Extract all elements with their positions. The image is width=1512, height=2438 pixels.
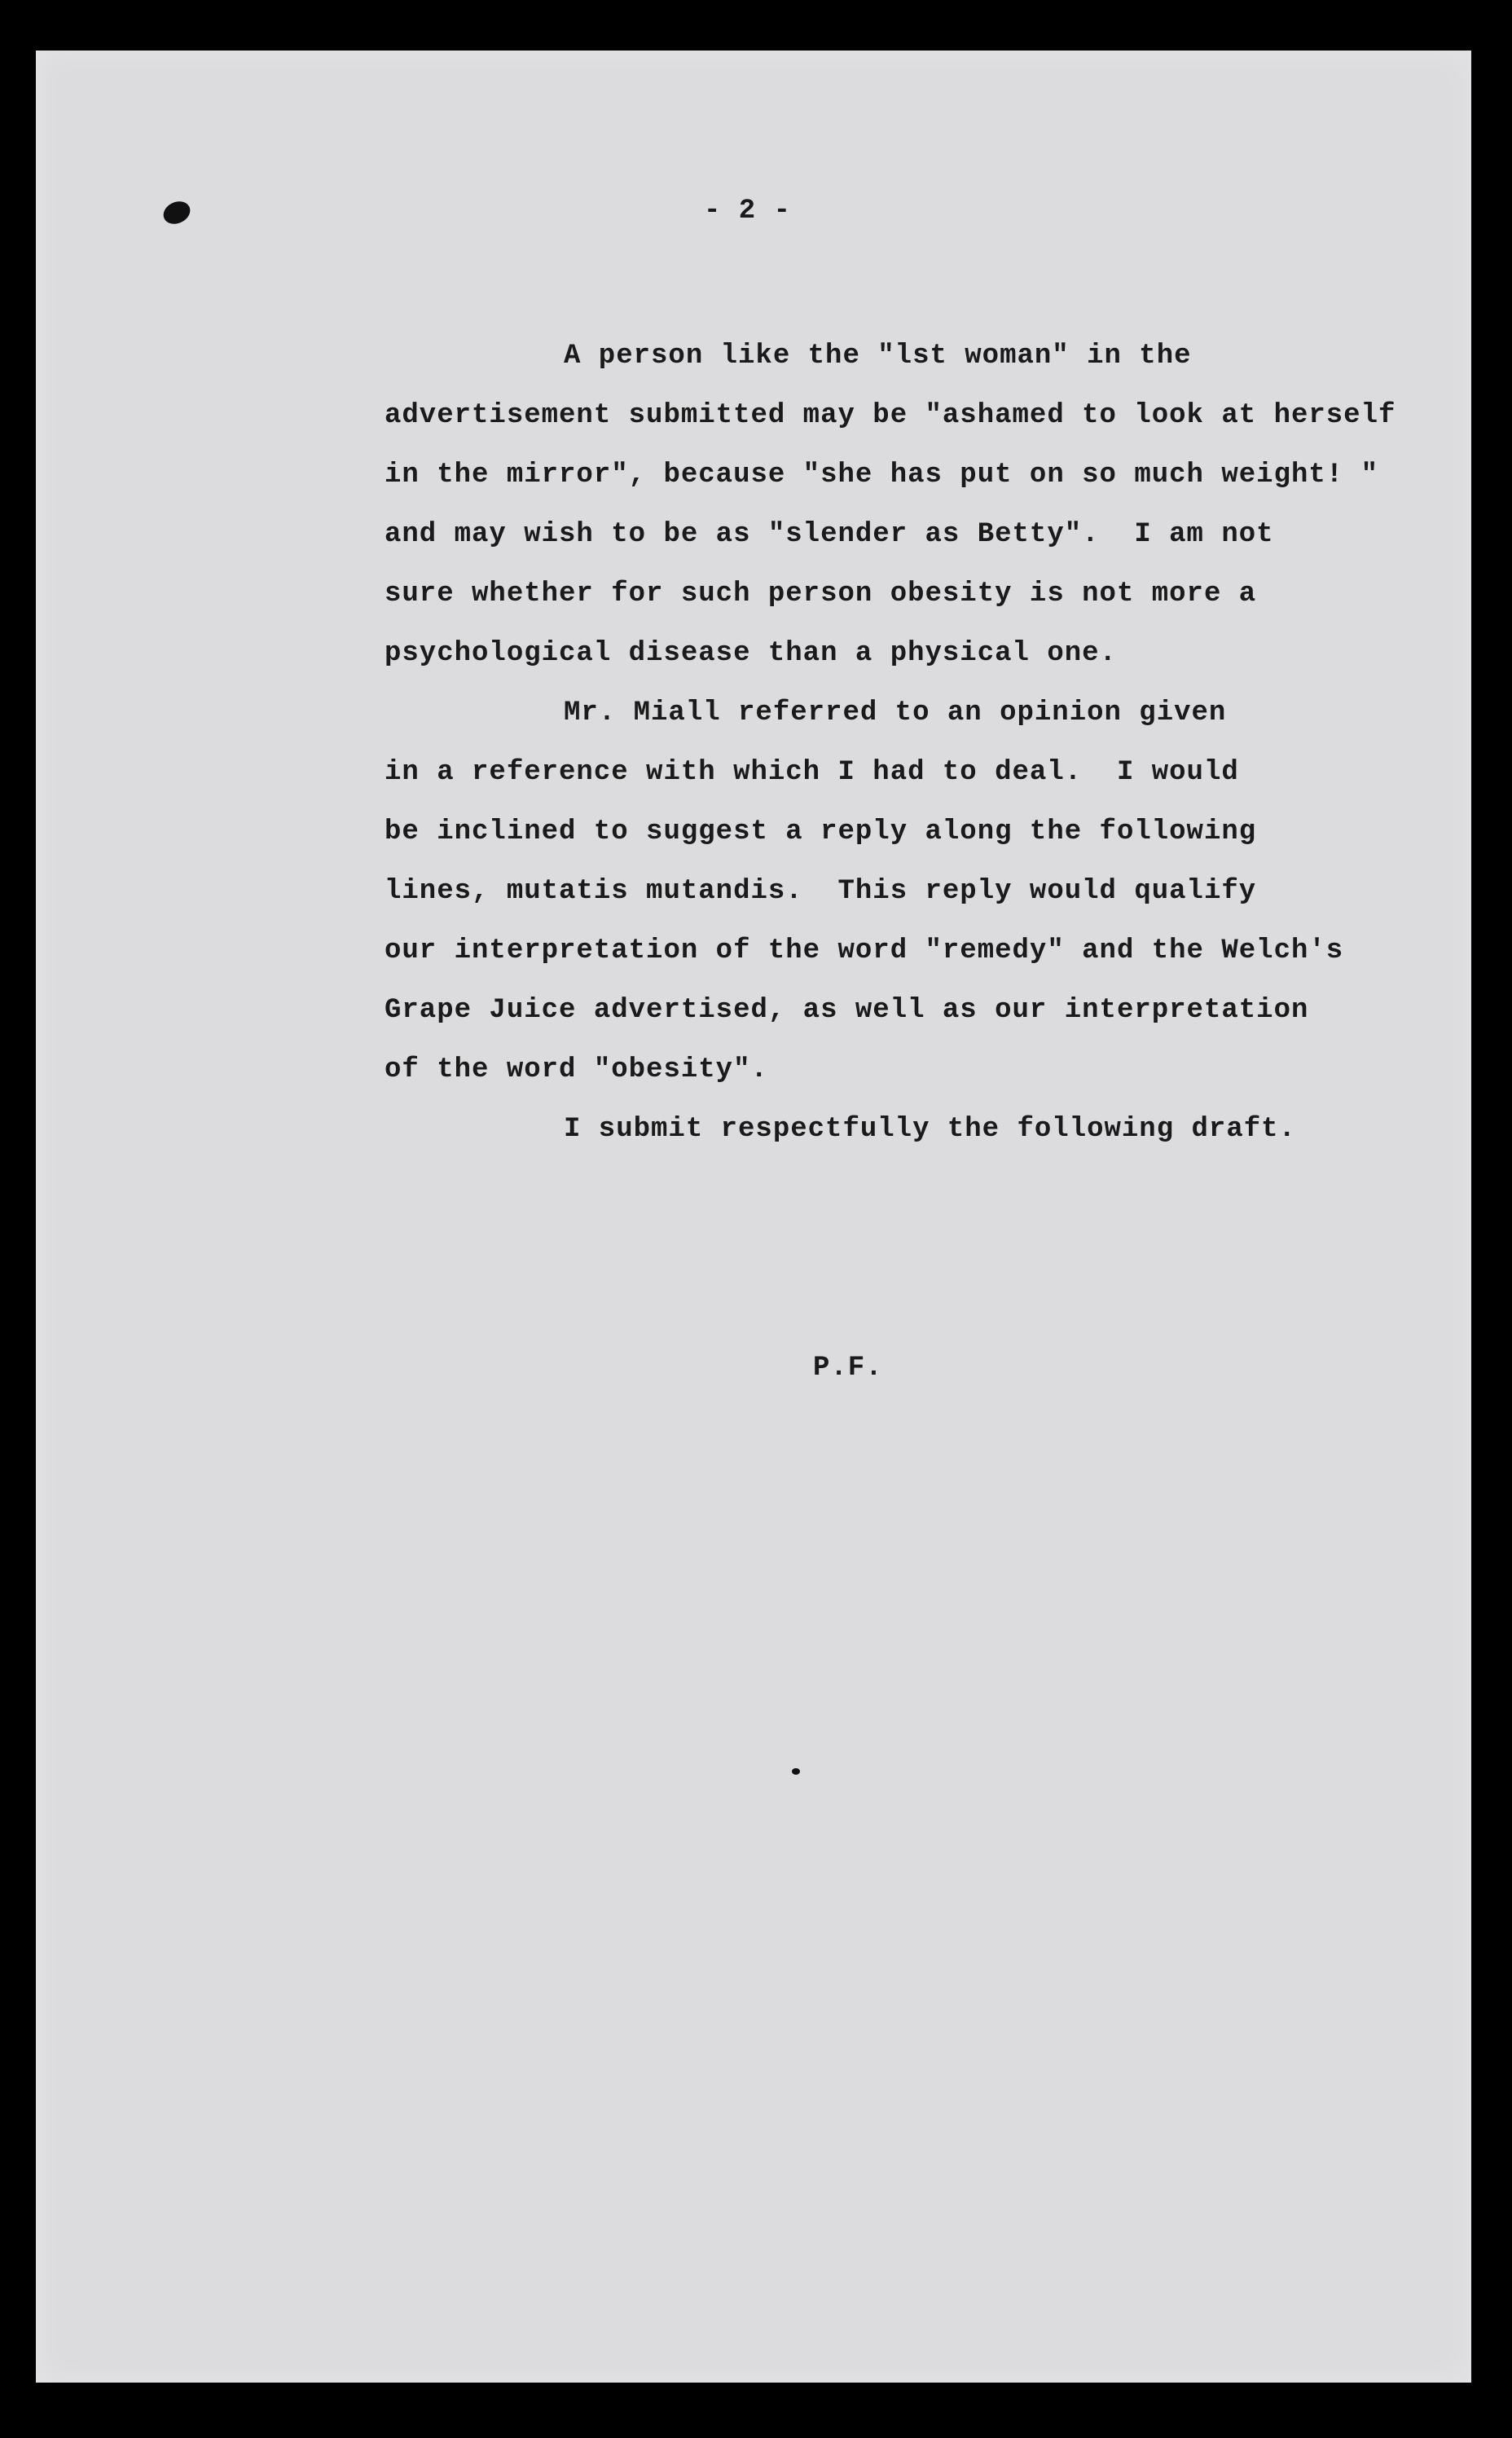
paragraph-2-line-2: in a reference with which I had to deal. I would [385,757,1239,788]
paragraph-1-line-4: and may wish to be as "slender as Betty". I am not [385,519,1274,550]
paragraph-2-line-3: be inclined to suggest a reply along the following [385,816,1257,847]
paragraph-2-line-4: lines, mutatis mutandis. This reply would qualify [385,876,1257,907]
paragraph-2-line-1: Mr. Miall referred to an opinion given [564,698,1227,728]
paragraph-1-line-2: advertisement submitted may be "ashamed to look at herself [385,400,1396,431]
paragraph-2-line-5: our interpretation of the word "remedy" and the Welch's [385,935,1344,966]
ink-speck [792,1768,800,1775]
paragraph-1-line-6: psychological disease than a physical one. [385,638,1117,669]
paragraph-2-line-6: Grape Juice advertised, as well as our interpretation [385,995,1309,1026]
signature-initials: P.F. [813,1353,883,1384]
page-number: - 2 - [704,196,792,227]
paragraph-1-line-3: in the mirror", because "she has put on so much weight! " [385,460,1378,491]
paragraph-2-line-7: of the word "obesity". [385,1054,768,1085]
paragraph-3-line-1: I submit respectfully the following draft. [564,1114,1296,1145]
paragraph-1-line-5: sure whether for such person obesity is not more a [385,579,1257,610]
paragraph-1-line-1: A person like the "lst woman" in the [564,341,1192,372]
